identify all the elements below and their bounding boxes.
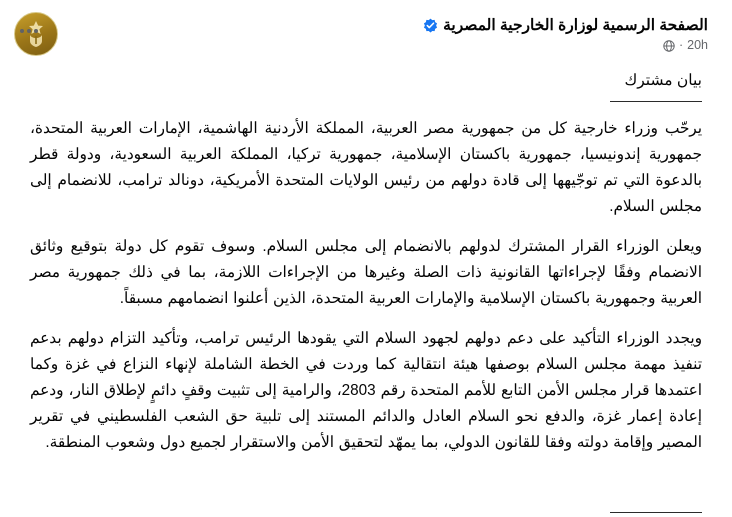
post-header	[0, 0, 732, 56]
more-dot	[34, 29, 38, 33]
title-divider	[610, 101, 702, 102]
post-timestamp[interactable]: 20h	[687, 37, 708, 52]
statement-title: بيان مشترك	[624, 72, 702, 89]
post-header-text	[58, 12, 708, 56]
post-body	[0, 56, 732, 456]
page-name[interactable]: الصفحة الرسمية لوزارة الخارجية المصرية	[443, 16, 708, 34]
more-dot	[20, 29, 24, 33]
globe-icon[interactable]	[663, 39, 675, 51]
verified-badge-icon	[423, 18, 438, 33]
more-dot	[27, 29, 31, 33]
statement-paragraph-3: ويجدد الوزراء التأكيد على دعم دولهم لجهود السلام التي يقودها الرئيس ترامب، وتأكيد التزام دولهم بدعم تنفيذ مهمة مجلس السلام بوصفها هيئة انتقالية كما وردت في الخطة الشاملة لإنهاء النزاع في غزة وكما اعتمدها قرار مجلس الأمن التابع للأمم المتحدة رقم 2803، والرامية إلى تثبيت وقفٍ دائمٍ لإطلاق النار، ودعم إعادة إعمار غزة، والدفع نحو السلام العادل والدائم المستند إلى تلبية حق الشعب الفلسطيني في تقرير المصير وإقامة دولته وفقا للقانون الدولي، بما يمهّد لتحقيق الأمن والاستقرار لجميع دول وشعوب المنطقة.	[30, 330, 702, 451]
more-options-button[interactable]	[14, 22, 44, 40]
bottom-divider	[610, 512, 702, 513]
page-name-row	[58, 16, 708, 35]
statement-paragraph-2: ويعلن الوزراء القرار المشترك لدولهم بالانضمام إلى مجلس السلام. وسوف تقوم كل دولة بتوقيع وثائق الانضمام وفقًا لإجراءاتها القانونية ذات الصلة وغيرها من الإجراءات اللازمة، بما في ذلك جمهورية مصر العربية وجمهورية باكستان الإسلامية والإمارات العربية المتحدة، الذين أعلنوا انضمامهم مسبقاً.	[30, 238, 702, 307]
post-meta-row	[58, 37, 708, 53]
meta-separator: ·	[678, 37, 684, 52]
statement-paragraph-1: يرحّب وزراء خارجية كل من جمهورية مصر العربية، المملكة الأردنية الهاشمية، الإمارات العربية المتحدة، جمهورية إندونيسيا، جمهورية باكستان الإسلامية، جمهورية تركيا، المملكة العربية السعودية، ودولة قطر بالدعوة التي تم توجّيهها إلى قادة دولهم من رئيس الولايات المتحدة الأمريكية، دونالد ترامب، للانضمام إلى مجلس السلام.	[30, 120, 702, 215]
